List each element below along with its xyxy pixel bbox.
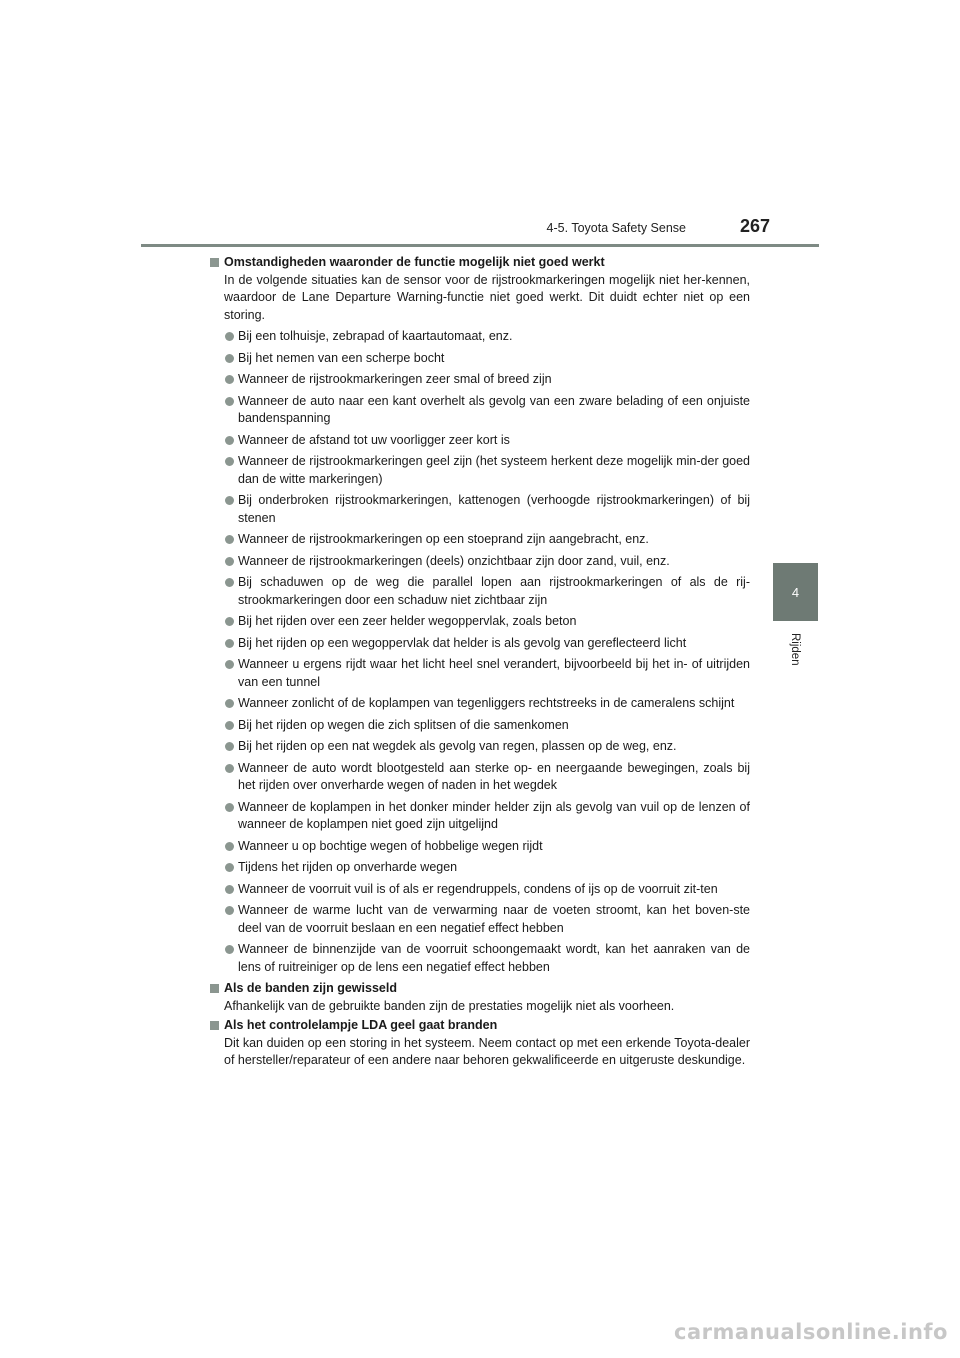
bullet-dot-icon [225,617,234,626]
list-item: Wanneer de auto naar een kant overhelt als gevolg van een zware belading of een onjuiste bandenspanning [224,393,750,428]
bullet-dot-icon [225,742,234,751]
square-bullet-icon [210,984,219,993]
list-item: Wanneer de rijstrookmarkeringen op een stoeprand zijn aangebracht, enz. [224,531,750,549]
section-3 [210,1017,750,1070]
list-item: Bij onderbroken rijstrookmarkeringen, kattenogen (verhoogde rijstrookmarkeringen) of bij stenen [224,492,750,527]
page-number: 267 [740,216,771,236]
list-item: Wanneer de voorruit vuil is of als er regendruppels, condens of ijs op de voorruit zit-ten [224,881,750,899]
header-divider [141,244,819,247]
bullet-dot-icon [225,803,234,812]
list-item: Wanneer de rijstrookmarkeringen (deels) onzichtbaar zijn door zand, vuil, enz. [224,553,750,571]
list-item: Wanneer u op bochtige wegen of hobbelige wegen rijdt [224,838,750,856]
watermark: carmanualsonline.info [674,1320,948,1344]
bullet-dot-icon [225,535,234,544]
list-item: Bij het rijden op een nat wegdek als gevolg van regen, plassen op de weg, enz. [224,738,750,756]
section-title: Omstandigheden waaronder de functie mogelijk niet goed werkt [224,255,605,269]
bullet-dot-icon [225,375,234,384]
list-item: Wanneer de koplampen in het donker minder helder zijn als gevolg van vuil op de lenzen of wanneer de koplampen niet goed zijn uitgelijnd [224,799,750,834]
bullet-dot-icon [225,557,234,566]
section-title: Als de banden zijn gewisseld [224,981,397,995]
bullet-dot-icon [225,660,234,669]
bullet-dot-icon [225,906,234,915]
list-item: Wanneer u ergens rijdt waar het licht heel snel verandert, bijvoorbeeld bij het in- of uitrijden van een tunnel [224,656,750,691]
chapter-number: 4 [791,584,800,600]
square-bullet-icon [210,1021,219,1030]
chapter-tab[interactable] [773,563,818,621]
section-1 [210,254,750,976]
bullet-dot-icon [225,764,234,773]
bullet-dot-icon [225,699,234,708]
list-item: Bij het rijden op wegen die zich splitsen of die samenkomen [224,717,750,735]
list-item: Wanneer de warme lucht van de verwarming naar de voeten stroomt, kan het boven-ste deel van de voorruit beslaan en een negatief effect hebben [224,902,750,937]
bullet-dot-icon [225,397,234,406]
list-item: Wanneer de rijstrookmarkeringen geel zijn (het systeem herkent deze mogelijk min-der goed dan de witte markeringen) [224,453,750,488]
bullet-dot-icon [225,945,234,954]
section-header: 4-5. Toyota Safety Sense [546,221,686,235]
bullet-dot-icon [225,496,234,505]
chapter-label: Rijden [789,632,801,666]
bullet-dot-icon [225,354,234,363]
list-item: Bij schaduwen op de weg die parallel lopen aan rijstrookmarkeringen of als de rij-strookmarkeringen door een schaduw niet zichtbaar zijn [224,574,750,609]
bullet-dot-icon [225,578,234,587]
list-item: Wanneer zonlicht of de koplampen van tegenliggers rechtstreeks in de cameralens schijnt [224,695,750,713]
bullet-dot-icon [225,842,234,851]
list-item: Wanneer de rijstrookmarkeringen zeer smal of breed zijn [224,371,750,389]
section-2 [210,980,750,1015]
list-item: Wanneer de binnenzijde van de voorruit schoongemaakt wordt, kan het aanraken van de lens of ruitreiniger op de lens een negatief effect hebben [224,941,750,976]
main-content [210,254,750,1070]
list-item: Bij het rijden op een wegoppervlak dat helder is als gevolg van gereflecteerd licht [224,635,750,653]
bullet-dot-icon [225,721,234,730]
list-item: Tijdens het rijden op onverharde wegen [224,859,750,877]
bullet-list [224,328,750,976]
section-body: In de volgende situaties kan de sensor voor de rijstrookmarkeringen mogelijk niet her-kennen, waardoor de Lane Departure Warning-functie niet goed werkt. Dit duidt echter niet op een storing. [224,272,750,322]
section-body: Dit kan duiden op een storing in het systeem. Neem contact op met een erkende Toyota-dealer of hersteller/reparateur of een andere naar behoren gekwalificeerde en uitgeruste deskundige. [224,1035,750,1067]
section-title: Als het controlelampje LDA geel gaat branden [224,1018,498,1032]
section-body: Afhankelijk van de gebruikte banden zijn de prestaties mogelijk niet als voorheen. [224,998,675,1013]
bullet-dot-icon [225,332,234,341]
list-item: Wanneer de auto wordt blootgesteld aan sterke op- en neergaande bewegingen, zoals bij het rijden over onverharde wegen of naden in het wegdek [224,760,750,795]
square-bullet-icon [210,258,219,267]
bullet-dot-icon [225,436,234,445]
bullet-dot-icon [225,457,234,466]
bullet-dot-icon [225,863,234,872]
list-item: Wanneer de afstand tot uw voorligger zeer kort is [224,432,750,450]
list-item: Bij een tolhuisje, zebrapad of kaartautomaat, enz. [224,328,750,346]
bullet-dot-icon [225,639,234,648]
bullet-dot-icon [225,885,234,894]
list-item: Bij het rijden over een zeer helder wegoppervlak, zoals beton [224,613,750,631]
list-item: Bij het nemen van een scherpe bocht [224,350,750,368]
